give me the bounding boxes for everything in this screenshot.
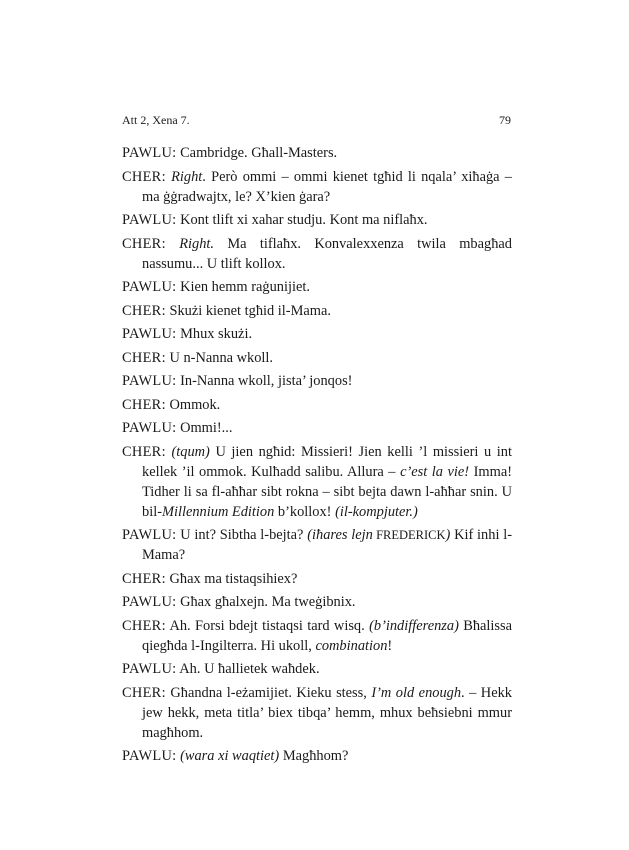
speech-line — [122, 746, 512, 766]
speech-line — [122, 525, 512, 565]
english-phrase: Right — [171, 168, 203, 185]
speech-line — [122, 167, 512, 207]
speaker-name: CHER: — [122, 617, 166, 634]
speaker-name: PAWLU: — [122, 373, 177, 389]
speaker-name: PAWLU: — [122, 212, 177, 228]
french-phrase: c’est la vie! — [400, 463, 470, 480]
running-head-title: Att 2, Xena 7. — [122, 113, 190, 127]
speech-line — [122, 616, 512, 656]
speaker-name: PAWLU: — [122, 326, 177, 342]
speech-text: Għax għalxejn. Ma tweġibnix. — [176, 594, 356, 610]
speech-line — [122, 371, 512, 391]
speech-text — [166, 236, 179, 252]
english-phrase: combination — [315, 637, 388, 654]
speaker-name: PAWLU: — [122, 748, 177, 764]
speech-text: . Però ommi – ommi kienet tgħid li nqala’ xiħaġa – ma ġġradwajtx, le? X’kien ġara? — [142, 168, 512, 205]
speaker-name: PAWLU: — [122, 594, 177, 610]
script-text — [122, 143, 512, 770]
speech-text: b’kollox! — [274, 503, 336, 520]
speaker-name: PAWLU: — [122, 279, 177, 295]
speech-line — [122, 234, 512, 274]
speaker-name: CHER: — [122, 443, 166, 460]
speech-text: Cambridge. Għall-Masters. — [176, 145, 338, 161]
stage-direction: (b’indifferenza) — [369, 617, 459, 634]
speech-text: In-Nanna wkoll, jista’ jonqos! — [176, 373, 353, 389]
speech-text: U int? Sibtha l-bejta? — [176, 527, 308, 543]
speaker-name: PAWLU: — [122, 527, 177, 543]
stage-direction-close: ) — [445, 527, 451, 543]
speech-text: Ah. U ħallietek waħdek. — [176, 661, 320, 677]
speech-line — [122, 277, 512, 297]
speaker-name: CHER: — [122, 168, 166, 185]
speech-text: Għax ma tistaqsihiex? — [165, 570, 298, 587]
speech-text: Kien hemm raġunijiet. — [176, 279, 310, 295]
speech-text: ! — [387, 637, 393, 654]
speech-line — [122, 592, 512, 612]
speech-text: Għandna l-eżamijiet. Kieku stess, — [165, 684, 372, 701]
speech-text: Bħalissa qiegħda l-Ingilterra. Hi ukoll, — [142, 617, 512, 654]
speaker-name: CHER: — [122, 570, 166, 587]
speaker-name: CHER: — [122, 235, 166, 252]
english-phrase: I’m old enough — [371, 684, 462, 701]
page-number: 79 — [499, 113, 511, 127]
speech-line — [122, 683, 512, 743]
speech-text: Ommi!... — [176, 420, 233, 436]
speech-text: U n-Nanna wkoll. — [165, 349, 273, 366]
speech-text: Ma tiflaħx. Konvalexxenza twila mbagħad nassumu... U tlift kollox. — [142, 235, 512, 272]
speech-text: . – Hekk jew hekk, meta titla’ biex tibqa’ hemm, mhux beħsiebni mmur magħhom. — [142, 684, 512, 741]
speech-text: Magħhom? — [279, 748, 349, 764]
stage-direction: (wara xi waqtiet) — [180, 748, 280, 764]
speaker-name: CHER: — [122, 396, 166, 413]
stage-direction: (tqum) — [171, 443, 210, 460]
speech-line — [122, 442, 512, 522]
stage-direction: (iħares lejn — [307, 527, 373, 543]
speech-text: Kif inhi l-Mama? — [142, 527, 512, 563]
speaker-name: PAWLU: — [122, 420, 177, 436]
speaker-name: CHER: — [122, 349, 166, 366]
english-phrase: Right. — [179, 235, 214, 252]
speaker-name: PAWLU: — [122, 661, 177, 677]
english-phrase: Millennium Edition — [161, 503, 275, 520]
speech-line — [122, 348, 512, 368]
speech-line — [122, 569, 512, 589]
stage-direction: (il-kompjuter.) — [335, 503, 418, 520]
speech-text: Ah. Forsi bdejt tistaqsi tard wisq. — [165, 617, 370, 634]
speech-text: Imma! Tidher li sa fl-aħħar sibt rokna – sibt bejta dawn l-aħħar snin. U bil- — [142, 463, 513, 520]
speech-text: Kont tlift xi xahar studju. Kont ma niflaħx. — [176, 212, 428, 228]
speech-line — [122, 143, 512, 163]
speech-line — [122, 301, 512, 321]
speech-text: Ommok. — [165, 396, 221, 413]
character-name: FREDERICK — [372, 528, 446, 542]
speech-text: Mhux skużi. — [176, 326, 253, 342]
speech-text: U jien ngħid: Missieri! Jien kelli ’l missieri u int kellek ’il ommok. Kulħadd salibu. Allura – — [142, 443, 512, 480]
speech-line — [122, 418, 512, 438]
speaker-name: PAWLU: — [122, 145, 177, 161]
speaker-name: CHER: — [122, 684, 166, 701]
speech-line — [122, 210, 512, 230]
speaker-name: CHER: — [122, 302, 166, 319]
speech-line — [122, 395, 512, 415]
speech-line — [122, 659, 512, 679]
speech-line — [122, 324, 512, 344]
speech-text: Skużi kienet tgħid il-Mama. — [165, 302, 331, 319]
